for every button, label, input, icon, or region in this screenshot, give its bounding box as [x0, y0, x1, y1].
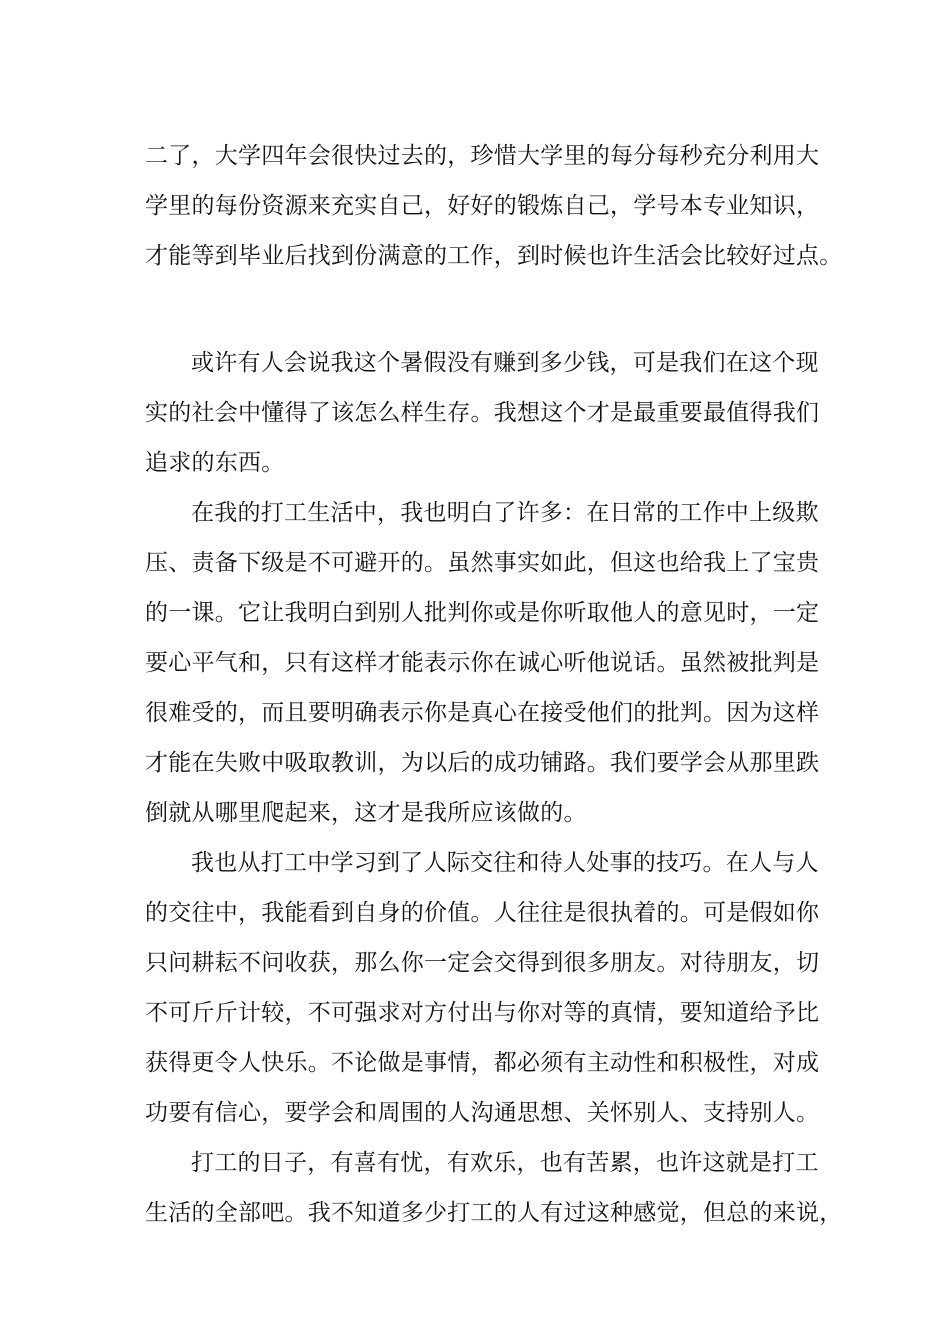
paragraph — [145, 1138, 843, 1238]
text-line: 压、责备下级是不可避开的。虽然事实如此，但这也给我上了宝贵 — [145, 550, 820, 576]
document-page — [145, 131, 843, 1238]
text-line: 的交往中，我能看到自身的价值。人往往是很执着的。可是假如你 — [145, 900, 820, 926]
text-line: 倒就从哪里爬起来，这才是我所应该做的。 — [145, 800, 587, 826]
text-line: 生活的全部吧。我不知道多少打工的人有过这种感觉，但总的来说， — [145, 1200, 843, 1226]
text-line: 的一课。它让我明白到别人批判你或是你听取他人的意见时，一定 — [145, 600, 820, 626]
text-line: 追求的东西。 — [145, 450, 285, 476]
text-line: 实的社会中懂得了该怎么样生存。我想这个才是最重要最值得我们 — [145, 400, 820, 426]
paragraph — [145, 838, 825, 1138]
text-line: 很难受的，而且要明确表示你是真心在接受他们的批判。因为这样 — [145, 700, 820, 726]
text-line: 才能在失败中吸取教训，为以后的成功铺路。我们要学会从那里跌 — [145, 750, 820, 776]
text-line: 我也从打工中学习到了人际交往和待人处事的技巧。在人与人 — [191, 850, 819, 876]
text-line: 只问耕耘不问收获，那么你一定会交得到很多朋友。对待朋友，切 — [145, 950, 820, 976]
text-line: 不可斤斤计较，不可强求对方付出与你对等的真情，要知道给予比 — [145, 1000, 820, 1026]
text-line: 获得更令人快乐。不论做是事情，都必须有主动性和积极性，对成 — [145, 1050, 820, 1076]
text-line: 在我的打工生活中，我也明白了许多：在日常的工作中上级欺 — [191, 500, 819, 526]
text-line: 二了，大学四年会很快过去的，珍惜大学里的每分每秒充分利用大 — [145, 143, 820, 169]
text-line: 功要有信心，要学会和周围的人沟通思想、关怀别人、支持别人。 — [145, 1100, 820, 1126]
text-line: 学里的每份资源来充实自己，好好的锻炼自己，学号本专业知识， — [145, 193, 820, 219]
paragraph-gap — [145, 281, 825, 338]
text-line: 要心平气和，只有这样才能表示你在诚心听他说话。虽然被批判是 — [145, 650, 820, 676]
text-line: 或许有人会说我这个暑假没有赚到多少钱，可是我们在这个现 — [191, 350, 819, 376]
paragraph — [145, 488, 825, 838]
paragraph — [145, 338, 825, 488]
text-line: 打工的日子，有喜有忧，有欢乐，也有苦累，也许这就是打工 — [191, 1150, 819, 1176]
paragraph — [145, 131, 843, 281]
text-line: 才能等到毕业后找到份满意的工作，到时候也许生活会比较好过点。 — [145, 243, 843, 269]
